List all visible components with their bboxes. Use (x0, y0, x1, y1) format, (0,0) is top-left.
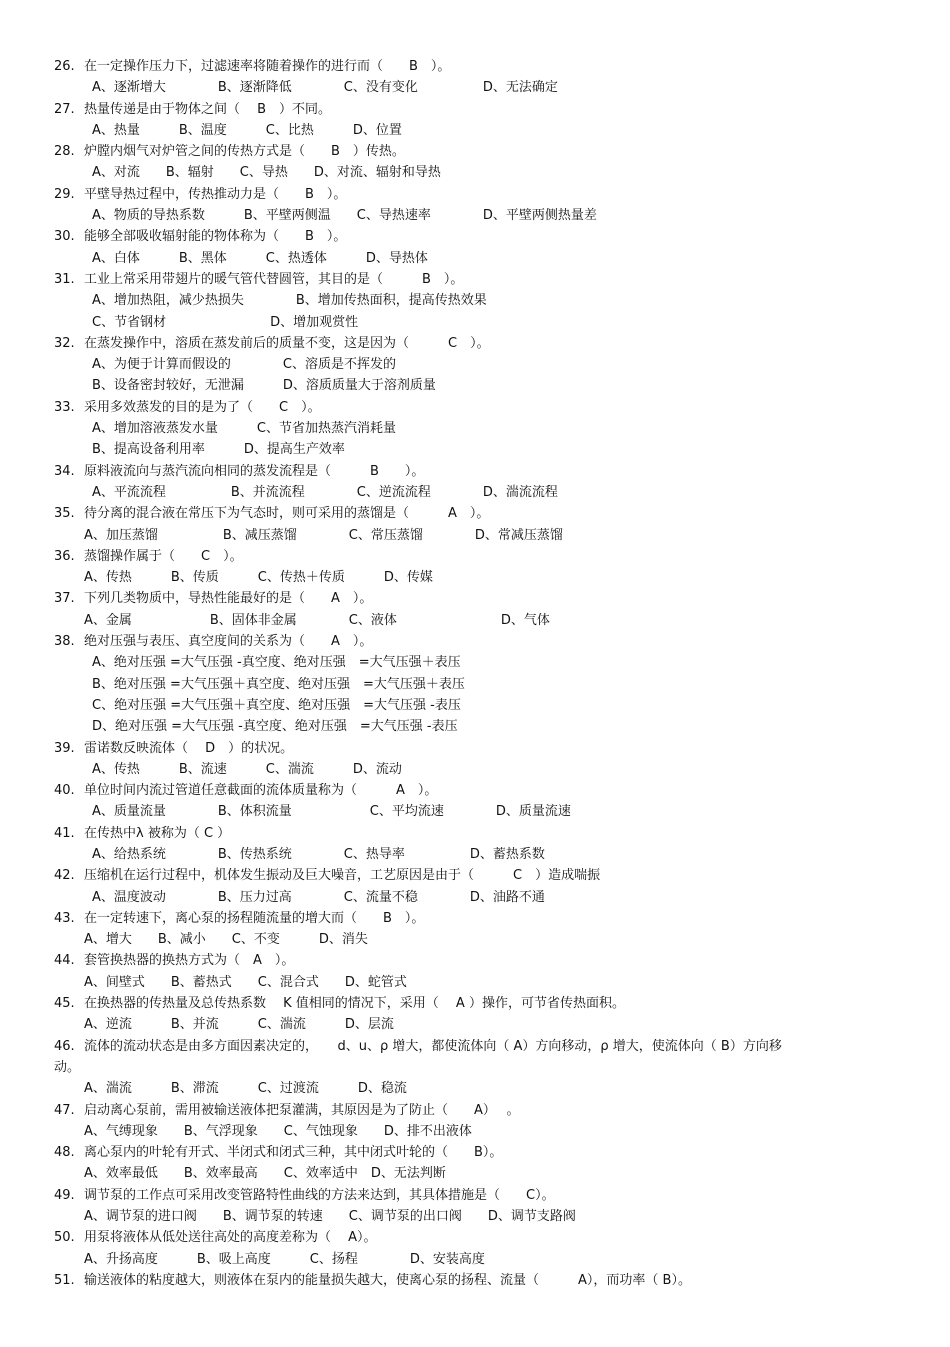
question-text: 流体的流动状态是由多方面因素决定的， d、u、ρ 增大，都使流体向（ A）方向移动，ρ 增大，使流体向（ B）方向移 (84, 1038, 782, 1054)
question-text: 绝对压强与表压、真空度间的关系为（ A ）。 (84, 634, 373, 650)
answer-options: A、逆流 B、并流 C、湍流 D、层流 (84, 1017, 394, 1033)
question-number: 42. (54, 868, 75, 884)
answer-options: A、气缚现象 B、气浮现象 C、气蚀现象 D、排不出液体 (84, 1123, 472, 1139)
question-stem (54, 269, 884, 290)
question-stem (54, 1036, 884, 1057)
question-stem (54, 908, 884, 929)
answer-options: A、升扬高度 B、吸上高度 C、扬程 D、安装高度 (84, 1251, 485, 1267)
question-text: 单位时间内流过管道任意截面的流体质量称为（ A ）。 (84, 783, 438, 799)
question-40 (54, 780, 884, 823)
answer-options: A、物质的导热系数 B、平壁两侧温 C、导热速率 D、平壁两侧热量差 (92, 208, 597, 224)
question-stem (54, 546, 884, 567)
question-text: 在蒸发操作中，溶质在蒸发前后的质量不变，这是因为（ C ）。 (84, 335, 490, 351)
question-stem (54, 333, 884, 354)
question-number: 35. (54, 506, 75, 522)
question-text: 炉膛内烟气对炉管之间的传热方式是（ B ）传热。 (84, 144, 405, 160)
question-51 (54, 1270, 884, 1291)
answer-options: A、增加热阻，减少热损失 B、增加传热面积，提高传热效果 (92, 293, 487, 309)
question-stem (54, 993, 884, 1014)
question-stem (54, 780, 884, 801)
question-number: 46. (54, 1038, 75, 1054)
answer-options: A、传热 B、传质 C、传热＋传质 D、传媒 (84, 570, 433, 586)
question-42 (54, 865, 884, 908)
question-stem (54, 950, 884, 971)
answer-options: D、绝对压强 =大气压强 -真空度、绝对压强 =大气压强 -表压 (92, 719, 458, 735)
question-number: 40. (54, 783, 75, 799)
question-34 (54, 461, 884, 504)
question-text: 压缩机在运行过程中，机体发生振动及巨大噪音，工艺原因是由于（ C ）造成喘振 (84, 868, 601, 884)
question-stem (54, 184, 884, 205)
question-number: 49. (54, 1187, 75, 1203)
question-text: 在传热中λ 被称为（ C ） (84, 825, 231, 841)
question-number: 45. (54, 996, 75, 1012)
question-number: 28. (54, 144, 75, 160)
question-stem (54, 99, 884, 120)
question-text: 套管换热器的换热方式为（ A ）。 (84, 953, 295, 969)
question-number: 30. (54, 229, 75, 245)
question-33 (54, 397, 884, 461)
question-number: 27. (54, 101, 75, 117)
question-stem (54, 588, 884, 609)
question-text: 工业上常采用带翅片的暖气管代替圆管，其目的是（ B ）。 (84, 271, 464, 287)
question-stem (54, 1227, 884, 1248)
answer-options: B、设备密封较好，无泄漏 D、溶质质量大于溶剂质量 (92, 378, 436, 394)
answer-options: A、为便于计算而假设的 C、溶质是不挥发的 (92, 357, 396, 373)
question-number: 32. (54, 335, 75, 351)
question-stem (54, 226, 884, 247)
question-stem (54, 738, 884, 759)
question-stem (54, 1142, 884, 1163)
question-stem (54, 503, 884, 524)
answer-options: A、绝对压强 =大气压强 -真空度、绝对压强 =大气压强＋表压 (92, 655, 461, 671)
question-stem (54, 865, 884, 886)
question-36 (54, 546, 884, 589)
question-stem (54, 397, 884, 418)
question-text: 离心泵内的叶轮有开式、半闭式和闭式三种，其中闭式叶轮的（ B）。 (84, 1145, 503, 1161)
question-47 (54, 1100, 884, 1143)
answer-options: A、调节泵的进口阀 B、调节泵的转速 C、调节泵的出口阀 D、调节支路阀 (84, 1209, 576, 1225)
question-text: 在换热器的传热量及总传热系数 K 值相同的情况下，采用（ A ）操作，可节省传热面积。 (84, 996, 625, 1012)
question-text: 待分离的混合液在常压下为气态时，则可采用的蒸馏是（ A ）。 (84, 506, 490, 522)
question-32 (54, 333, 884, 397)
answer-options: A、效率最低 B、效率最高 C、效率适中 D、无法判断 (84, 1166, 446, 1182)
question-41 (54, 823, 884, 866)
question-text: 输送液体的粘度越大，则液体在泵内的能量损失越大，使离心泵的扬程、流量（ A），而功率（ B）。 (84, 1272, 691, 1288)
question-27 (54, 99, 884, 142)
question-number: 50. (54, 1230, 75, 1246)
question-38 (54, 631, 884, 737)
answer-options: A、热量 B、温度 C、比热 D、位置 (92, 122, 402, 138)
answer-options: A、温度波动 B、压力过高 C、流量不稳 D、油路不通 (92, 889, 545, 905)
question-number: 51. (54, 1272, 75, 1288)
question-number: 41. (54, 825, 75, 841)
question-29 (54, 184, 884, 227)
question-46 (54, 1036, 884, 1100)
answer-options: A、传热 B、流速 C、湍流 D、流动 (92, 761, 402, 777)
answer-options: B、绝对压强 =大气压强＋真空度、绝对压强 =大气压强＋表压 (92, 676, 465, 692)
question-text: 启动离心泵前，需用被输送液体把泵灌满，其原因是为了防止（ A） 。 (84, 1102, 520, 1118)
question-48 (54, 1142, 884, 1185)
question-stem (54, 141, 884, 162)
question-28 (54, 141, 884, 184)
question-49 (54, 1185, 884, 1228)
question-text: 原料液流向与蒸汽流向相同的蒸发流程是（ B ）。 (84, 463, 425, 479)
question-number: 39. (54, 740, 75, 756)
question-text: 平壁导热过程中，传热推动力是（ B ）。 (84, 186, 347, 202)
answer-options: A、湍流 B、滞流 C、过渡流 D、稳流 (84, 1081, 407, 1097)
question-number: 37. (54, 591, 75, 607)
answer-options: B、提高设备利用率 D、提高生产效率 (92, 442, 345, 458)
question-text: 雷诺数反映流体（ D ）的状况。 (84, 740, 294, 756)
answer-options: C、节省钢材 D、增加观赏性 (92, 314, 359, 330)
question-45 (54, 993, 884, 1036)
answer-options: C、绝对压强 =大气压强＋真空度、绝对压强 =大气压强 -表压 (92, 697, 461, 713)
question-number: 36. (54, 548, 75, 564)
question-stem (54, 1185, 884, 1206)
question-text: 蒸馏操作属于（ C ）。 (84, 548, 243, 564)
answer-options: A、逐渐增大 B、逐渐降低 C、没有变化 D、无法确定 (92, 80, 558, 96)
answer-options: A、对流 B、辐射 C、导热 D、对流、辐射和导热 (92, 165, 441, 181)
answer-options: A、间壁式 B、蓄热式 C、混合式 D、蛇管式 (84, 974, 407, 990)
exam-document (54, 56, 884, 1291)
answer-options: A、质量流量 B、体积流量 C、平均流速 D、质量流速 (92, 804, 571, 820)
question-37 (54, 588, 884, 631)
question-number: 44. (54, 953, 75, 969)
question-text: 热量传递是由于物体之间（ B ）不同。 (84, 101, 332, 117)
answer-options: A、金属 B、固体非金属 C、液体 D、气体 (84, 612, 550, 628)
question-number: 38. (54, 634, 75, 650)
question-stem (54, 1100, 884, 1121)
question-number: 47. (54, 1102, 75, 1118)
question-43 (54, 908, 884, 951)
question-stem (54, 631, 884, 652)
question-35 (54, 503, 884, 546)
question-number: 34. (54, 463, 75, 479)
question-stem (54, 1270, 884, 1291)
question-number: 33. (54, 399, 75, 415)
question-31 (54, 269, 884, 333)
question-text: 调节泵的工作点可采用改变管路特性曲线的方法来达到，其具体措施是（ C）。 (84, 1187, 555, 1203)
question-39 (54, 738, 884, 781)
question-text: 能够全部吸收辐射能的物体称为（ B ）。 (84, 229, 347, 245)
question-stem (54, 56, 884, 77)
answer-options: A、增加溶液蒸发水量 C、节省加热蒸汽消耗量 (92, 421, 396, 437)
question-stem (54, 823, 884, 844)
question-44 (54, 950, 884, 993)
question-26 (54, 56, 884, 99)
question-text: 在一定转速下，离心泵的扬程随流量的增大而（ B ）。 (84, 910, 425, 926)
question-number: 31. (54, 271, 75, 287)
question-text: 下列几类物质中，导热性能最好的是（ A ）。 (84, 591, 373, 607)
question-text: 用泵将液体从低处送往高处的高度差称为（ A）。 (84, 1230, 377, 1246)
question-text-continuation: 动。 (54, 1059, 81, 1075)
answer-options: A、增大 B、减小 C、不变 D、消失 (84, 932, 368, 948)
question-50 (54, 1227, 884, 1270)
question-30 (54, 226, 884, 269)
answer-options: A、平流流程 B、并流流程 C、逆流流程 D、湍流流程 (92, 484, 558, 500)
question-number: 43. (54, 910, 75, 926)
answer-options: A、加压蒸馏 B、减压蒸馏 C、常压蒸馏 D、常减压蒸馏 (84, 527, 563, 543)
question-text: 采用多效蒸发的目的是为了（ C ）。 (84, 399, 321, 415)
answer-options: A、给热系统 B、传热系统 C、热导率 D、蓄热系数 (92, 846, 545, 862)
question-number: 26. (54, 59, 75, 74)
question-stem (54, 461, 884, 482)
question-text: 在一定操作压力下，过滤速率将随着操作的进行而（ B ）。 (84, 59, 451, 74)
question-number: 48. (54, 1145, 75, 1161)
question-number: 29. (54, 186, 75, 202)
answer-options: A、白体 B、黑体 C、热透体 D、导热体 (92, 250, 428, 266)
